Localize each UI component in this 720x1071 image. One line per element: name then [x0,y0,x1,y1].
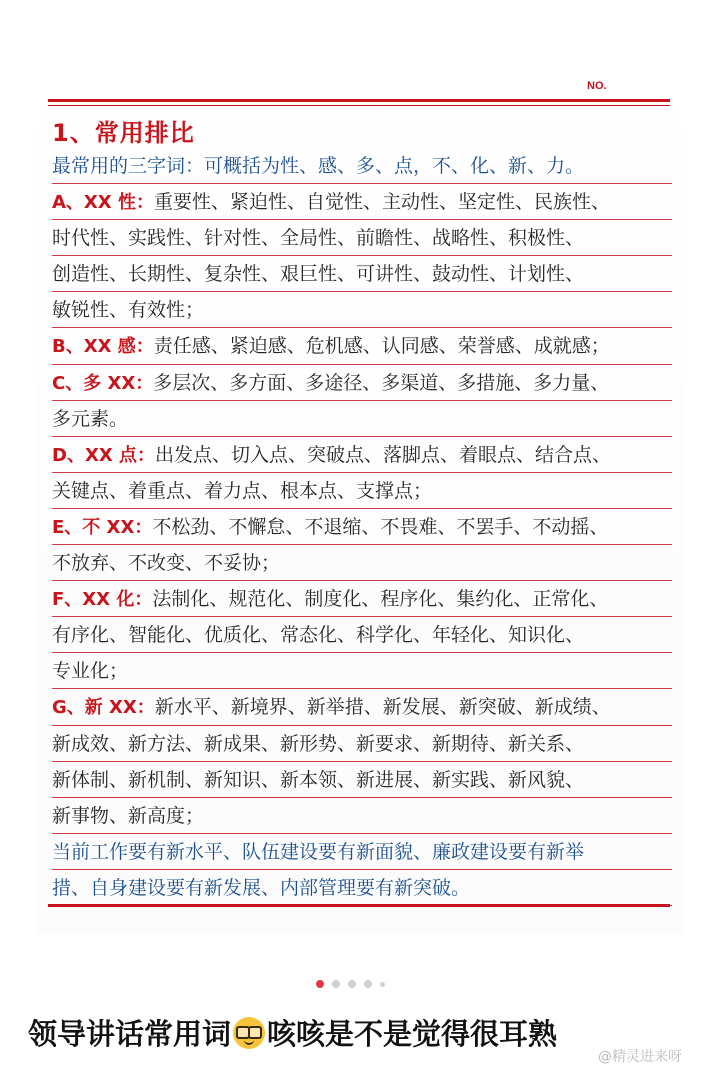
line-label: A、XX 性： [52,192,154,214]
content-line [52,545,672,581]
carousel-dot[interactable] [348,980,356,988]
post-caption [28,1012,557,1053]
line-text: 不放弃、不改变、不妥协； [52,552,281,575]
content-line [52,689,672,725]
content-line [52,509,672,545]
content-line [52,328,672,364]
line-text: 专业化； [52,660,129,683]
content-lines [52,148,672,906]
section-title: 1、常用排比 [52,119,195,147]
line-text: 新事物、新高度； [52,804,205,827]
content-line [52,798,672,834]
content-line [52,365,672,401]
content-line [52,653,672,689]
line-text: 责任感、紧迫感、危机感、认同感、荣誉感、成就感； [153,335,610,358]
line-text: 出发点、切入点、突破点、落脚点、着眼点、结合点、 [154,443,611,466]
content-line [52,581,672,617]
line-label: G、新 XX： [52,697,155,719]
header-rule-thin [48,105,670,106]
line-text: 时代性、实践性、针对性、全局性、前瞻性、战略性、积极性、 [52,227,585,250]
content-line [52,473,672,509]
content-line [52,292,672,328]
line-text: 重要性、紧迫性、自觉性、主动性、坚定性、民族性、 [153,191,610,214]
content-line [52,148,672,184]
line-label: E、不 XX： [52,516,153,538]
content-line [52,762,672,798]
line-label: B、XX 感： [52,336,154,358]
line-label: D、XX 点： [52,444,155,466]
line-text: 新体制、新机制、新知识、新本领、新进展、新实践、新风貌、 [52,768,585,791]
carousel-dot[interactable] [364,980,372,988]
watermark: @精灵进来呀 [598,1049,682,1065]
caption-text-after: 咳咳是不是觉得很耳熟 [267,1017,558,1051]
line-label: C、多 XX： [52,372,154,394]
line-text: 当前工作要有新水平、队伍建设要有新面貌、廉政建设要有新举 [52,840,585,863]
line-text: 创造性、长期性、复杂性、艰巨性、可讲性、鼓动性、计划性、 [52,263,585,286]
line-text: 关键点、着重点、着力点、根本点、支撑点； [52,479,433,502]
line-text: 措、自身建设要有新发展、内部管理要有新突破。 [52,876,471,899]
content-line [52,834,672,870]
caption-text-before: 领导讲话常用词 [28,1017,232,1051]
carousel-dot[interactable] [380,982,385,987]
line-text: 新成效、新方法、新成果、新形势、新要求、新期待、新关系、 [52,732,585,755]
line-text: 法制化、规范化、制度化、程序化、集约化、正常化、 [152,588,609,611]
header-rule-thick [48,99,670,102]
content-line [52,437,672,473]
line-text: 最常用的三字词：可概括为性、感、多、点，不、化、新、力。 [52,155,585,177]
line-text: 多元素。 [52,407,129,430]
carousel-dot[interactable] [316,980,324,988]
content-line [52,401,672,437]
content-line [52,726,672,762]
content-line [52,256,672,292]
carousel-indicator[interactable] [316,980,385,988]
line-text: 不松劲、不懈怠、不退缩、不畏难、不罢手、不动摇、 [152,515,609,538]
content-line [52,184,672,220]
line-text: 敏锐性、有效性； [52,299,205,322]
line-text: 有序化、智能化、优质化、常态化、科学化、年轻化、知识化、 [52,624,585,647]
footer-rule [48,904,670,907]
line-label: F、XX 化： [52,589,153,611]
nerd-face-icon [233,1017,265,1049]
content-line [52,220,672,256]
carousel-dot[interactable] [332,980,340,988]
line-text: 多层次、多方面、多途径、多渠道、多措施、多力量、 [153,371,610,394]
page-number-label: NO. [587,80,607,92]
content-line [52,870,672,906]
content-line [52,617,672,653]
line-text: 新水平、新境界、新举措、新发展、新突破、新成绩、 [154,696,611,719]
